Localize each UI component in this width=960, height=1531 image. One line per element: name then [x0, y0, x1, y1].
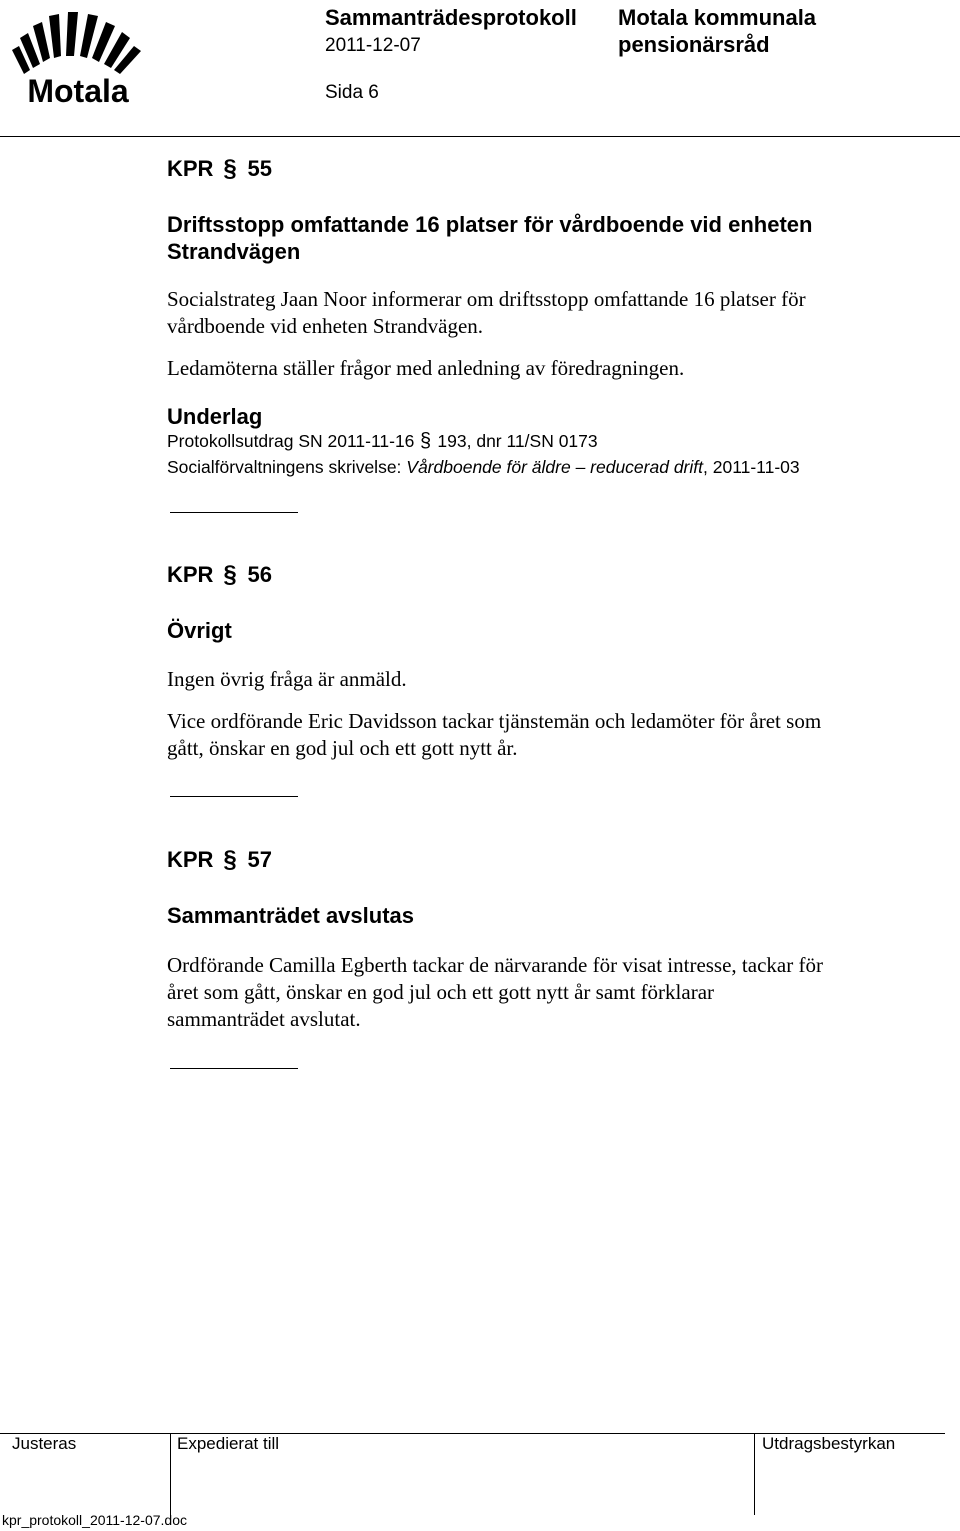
- paragraph-sign-icon: [223, 847, 237, 873]
- page-number: Sida 6: [325, 82, 379, 103]
- section-57-title: Sammanträdet avslutas: [167, 903, 414, 928]
- sun-rays-icon: [12, 12, 141, 74]
- svg-text:§: §: [223, 156, 238, 182]
- section-56-paragraph2-line2: gått, önskar en god jul och ett gott nytt år.: [167, 736, 518, 760]
- section-prefix: KPR: [167, 156, 214, 181]
- meeting-date: 2011-12-07: [325, 35, 421, 56]
- underlag-line1: [167, 428, 598, 454]
- paragraph-sign-icon: [420, 430, 431, 452]
- section-number: 57: [247, 847, 272, 872]
- section-57-heading: [167, 847, 272, 873]
- footer-filename: kpr_protokoll_2011-12-07.doc: [2, 1512, 187, 1528]
- section-separator: [170, 1068, 298, 1069]
- organization-name-line2: pensionärsråd: [618, 32, 770, 57]
- section-separator: [170, 796, 298, 797]
- underlag-line2: [167, 454, 800, 480]
- section-55-paragraph2: Ledamöterna ställer frågor med anledning av föredragningen.: [167, 356, 685, 380]
- organization-name-line1: Motala kommunala: [618, 5, 817, 30]
- footer-utdragsbestyrkan-label: Utdragsbestyrkan: [762, 1434, 896, 1453]
- footer-column-divider: [170, 1433, 171, 1515]
- section-55-title-line1: Driftsstopp omfattande 16 platser för vårdboende vid enheten: [167, 212, 813, 237]
- section-57-paragraph1-line3: sammanträdet avslutat.: [167, 1007, 361, 1031]
- header-divider: [0, 136, 960, 137]
- underlag-case-number: 193, dnr 11/SN 0173: [437, 431, 598, 451]
- section-57-paragraph1-line1: Ordförande Camilla Egberth tackar de närvarande för visat intresse, tackar för: [167, 953, 823, 977]
- section-55-paragraph1-line1: Socialstrateg Jaan Noor informerar om driftsstopp omfattande 16 platser för: [167, 287, 806, 311]
- svg-text:§: §: [420, 430, 432, 452]
- paragraph-sign-icon: [223, 156, 237, 182]
- section-prefix: KPR: [167, 562, 214, 587]
- underlag-letter-title: Vårdboende för äldre – reducerad drift: [406, 457, 703, 477]
- footer-column-divider: [754, 1433, 755, 1515]
- section-separator: [170, 512, 298, 513]
- logo-wordmark: Motala: [27, 73, 129, 108]
- section-prefix: KPR: [167, 847, 214, 872]
- section-57-paragraph1-line2: året som gått, önskar en god jul och ett gott nytt år samt förklarar: [167, 980, 715, 1004]
- motala-logo: [8, 4, 148, 108]
- underlag-letter-date: , 2011-11-03: [703, 457, 800, 477]
- underlag-letter-label: Socialförvaltningens skrivelse:: [167, 457, 407, 477]
- footer-expedierat-label: Expedierat till: [177, 1434, 280, 1453]
- section-56-paragraph1: Ingen övrig fråga är anmäld.: [167, 667, 407, 691]
- section-number: 56: [247, 562, 272, 587]
- underlag-protocol-extract: Protokollsutdrag SN 2011-11-16: [167, 431, 415, 451]
- svg-text:§: §: [223, 562, 238, 588]
- footer-justeras-label: Justeras: [12, 1434, 77, 1453]
- paragraph-sign-icon: [223, 562, 237, 588]
- section-number: 55: [247, 156, 272, 181]
- section-56-title: Övrigt: [167, 618, 232, 643]
- section-56-paragraph2-line1: Vice ordförande Eric Davidsson tackar tjänstemän och ledamöter för året som: [167, 709, 822, 733]
- section-55-paragraph1-line2: vårdboende vid enheten Strandvägen.: [167, 314, 484, 338]
- section-56-heading: [167, 562, 272, 588]
- underlag-heading: Underlag: [167, 404, 263, 429]
- svg-text:§: §: [223, 847, 238, 873]
- document-title: Sammanträdesprotokoll: [325, 5, 577, 30]
- section-55-title-line2: Strandvägen: [167, 239, 301, 264]
- section-55-heading: [167, 156, 272, 182]
